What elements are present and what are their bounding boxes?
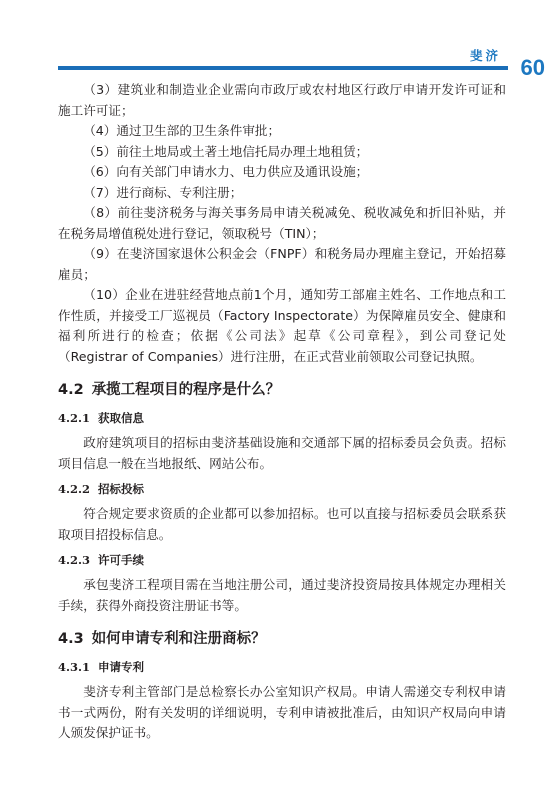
section-title: 如何申请专利和注册商标？ (91, 631, 266, 647)
subsection-heading-4-3-1 (58, 658, 506, 676)
subsection-title: 申请专利 (98, 660, 145, 674)
section-number: 4.2 (58, 382, 84, 398)
subsection-title: 招标投标 (98, 482, 145, 496)
subsection-heading-4-2-2 (58, 480, 506, 498)
step-9: （9）在斐济国家退休公积金会（FNPF）和税务局办理雇主登记，开始招募雇员； (58, 246, 506, 282)
page-number: 60 (520, 55, 545, 80)
step-7: （7）进行商标、专利注册； (83, 184, 243, 200)
page-content (58, 80, 506, 744)
step-5: （5）前往土地局或土著土地信托局办理土地租赁； (83, 143, 369, 159)
step-10: （10）企业在进驻经营地点前1个月，通知劳工部雇主姓名、工作地点和工作性质，并接受工厂巡视员（Factory Inspectorate）为保障雇员安全、健康和福利所进行的检查；依据《公司法》起草《公司章程》，到公司登记处（Registrar of Companies）进行注册，在正式营业前领取公司登记执照。 (58, 287, 506, 364)
subsection-title: 许可手续 (98, 553, 145, 567)
subsection-number: 4.2.2 (58, 482, 91, 496)
step-4: （4）通过卫生部的卫生条件审批； (83, 123, 281, 138)
section-title: 承揽工程项目的程序是什么？ (91, 382, 281, 398)
subsection-number: 4.2.1 (58, 411, 91, 425)
subsection-body: 斐济专利主管部门是总检察长办公室知识产权局。申请人需递交专利权申请书一式两份，附有关发明的详细说明，专利申请被批准后，由知识产权局向申请人颁发保护证书。 (58, 684, 506, 740)
step-6: （6）向有关部门申请水力、电力供应及通讯设施； (83, 164, 369, 179)
section-number: 4.3 (58, 631, 84, 647)
section-heading-4-2 (58, 379, 506, 401)
step-8: （8）前往斐济税务与海关事务局申请关税减免、税收减免和折旧补贴，并在税务局增值税处进行登记，领取税号（TIN）； (58, 205, 506, 241)
subsection-heading-4-2-3 (58, 551, 506, 569)
header-country-label: 斐济 (469, 48, 501, 63)
subsection-number: 4.3.1 (58, 660, 91, 674)
subsection-title: 获取信息 (98, 411, 145, 425)
subsection-heading-4-2-1 (58, 409, 506, 427)
subsection-number: 4.2.3 (58, 553, 91, 567)
step-3: （3）建筑业和制造业企业需向市政厅或农村地区行政厅申请开发许可证和施工许可证； (58, 82, 506, 118)
header-rule (58, 66, 508, 70)
subsection-body: 政府建筑项目的招标由斐济基础设施和交通部下属的招标委员会负责。招标项目信息一般在当地报纸、网站公布。 (58, 435, 506, 471)
subsection-body: 符合规定要求资质的企业都可以参加招标。也可以直接与招标委员会联系获取项目招投标信息。 (58, 506, 506, 542)
subsection-body: 承包斐济工程项目需在当地注册公司，通过斐济投资局按具体规定办理相关手续，获得外商投资注册证书等。 (58, 577, 506, 613)
section-heading-4-3 (58, 628, 506, 650)
